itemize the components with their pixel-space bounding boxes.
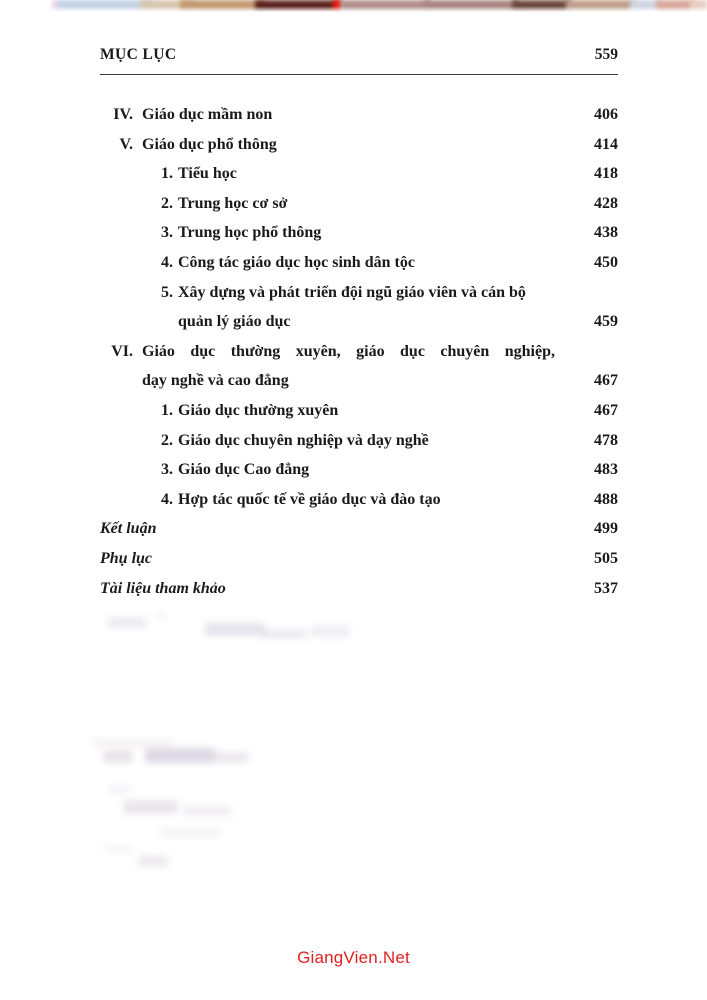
toc-number-separator: . xyxy=(169,431,173,449)
page-title: MỤC LỤC xyxy=(100,46,177,63)
toc-entry-page-number: 428 xyxy=(594,194,618,212)
toc-entry-label: Tài liệu tham khảo xyxy=(100,579,226,597)
toc-entry-page-number: 450 xyxy=(594,253,618,271)
toc-entry-subsection xyxy=(100,284,618,314)
toc-entry-page-number: 467 xyxy=(594,372,618,390)
toc-subsection-number: 2 xyxy=(161,194,169,212)
toc-subsection-number: 5 xyxy=(161,283,169,301)
toc-entry-subsection xyxy=(100,461,618,491)
toc-entry-section xyxy=(100,343,618,373)
page-header xyxy=(100,46,618,64)
toc-entry-continuation-line xyxy=(100,372,618,402)
toc-entry-page-number: 414 xyxy=(594,135,618,153)
toc-number-separator: . xyxy=(169,194,173,212)
watermark: GiangVien.Net xyxy=(297,948,410,967)
toc-entry-page-number: 537 xyxy=(594,579,618,597)
toc-entry-page-number: 499 xyxy=(594,520,618,538)
toc-entry-label-continued: dạy nghề và cao đẳng xyxy=(142,372,289,390)
toc-number-separator: . xyxy=(169,224,173,242)
toc-section-numeral: V. xyxy=(119,135,133,153)
toc-entry-label: Giáo dục Cao đẳng xyxy=(178,461,310,479)
toc-entry-subsection xyxy=(100,402,618,432)
toc-entry-subsection xyxy=(100,224,618,254)
toc-subsection-number: 4 xyxy=(161,253,169,271)
toc-entry-page-number: 488 xyxy=(594,490,618,508)
toc-entry-page-number: 483 xyxy=(594,461,618,479)
toc-entry-label: Tiểu học xyxy=(178,165,237,183)
toc-entry-page-number: 505 xyxy=(594,549,618,567)
toc-entry-page-number: 438 xyxy=(594,224,618,242)
toc-entry-page-number: 478 xyxy=(594,431,618,449)
toc-number-separator: . xyxy=(169,490,173,508)
toc-number-separator: . xyxy=(169,401,173,419)
toc-entry-label: Giáo dục chuyên nghiệp và dạy nghề xyxy=(178,431,429,449)
toc-entry-page-number: 406 xyxy=(594,106,618,123)
toc-entry-subsection xyxy=(100,491,618,521)
toc-entry-section xyxy=(100,136,618,166)
toc-entry-label: Giáo dục thường xuyên, giáo dục chuyên nghiệp, xyxy=(142,342,555,360)
header-page-number: 559 xyxy=(594,46,618,63)
table-of-contents xyxy=(100,106,618,609)
toc-entry-label: Xây dựng và phát triển đội ngũ giáo viên và cán bộ xyxy=(178,283,526,301)
toc-entry-page-number: 418 xyxy=(594,165,618,183)
toc-entry-continuation-line xyxy=(100,313,618,343)
toc-entry-subsection xyxy=(100,432,618,462)
toc-entry-label: Giáo dục mầm non xyxy=(142,106,273,123)
toc-entry-label: Hợp tác quốc tế về giáo dục và đào tạo xyxy=(178,490,441,508)
toc-entry-backmatter xyxy=(100,580,618,610)
header-divider xyxy=(100,74,618,75)
toc-subsection-number: 1 xyxy=(161,401,169,419)
toc-number-separator: . xyxy=(169,165,173,183)
toc-entry-section xyxy=(100,106,618,136)
toc-number-separator: . xyxy=(169,461,173,479)
toc-subsection-number: 4 xyxy=(161,490,169,508)
toc-entry-label: Giáo dục thường xuyên xyxy=(178,401,339,419)
toc-entry-page-number: 459 xyxy=(594,313,618,331)
toc-entry-subsection xyxy=(100,254,618,284)
toc-entry-label-continued: quản lý giáo dục xyxy=(178,313,291,331)
toc-entry-label: Phụ lục xyxy=(100,549,153,567)
toc-subsection-number: 3 xyxy=(161,461,169,479)
toc-entry-label: Giáo dục phổ thông xyxy=(142,135,277,153)
toc-entry-backmatter xyxy=(100,520,618,550)
toc-entry-label: Kết luận xyxy=(100,520,157,538)
toc-subsection-number: 1 xyxy=(161,165,169,183)
toc-number-separator: . xyxy=(169,253,173,271)
toc-section-numeral: IV. xyxy=(113,106,133,123)
toc-entry-subsection xyxy=(100,165,618,195)
toc-entry-backmatter xyxy=(100,550,618,580)
toc-section-numeral: VI. xyxy=(111,342,133,360)
toc-entry-subsection xyxy=(100,195,618,225)
toc-subsection-number: 3 xyxy=(161,224,169,242)
toc-entry-label: Trung học phổ thông xyxy=(178,224,322,242)
toc-entry-label: Công tác giáo dục học sinh dân tộc xyxy=(178,253,415,271)
toc-subsection-number: 2 xyxy=(161,431,169,449)
toc-entry-label: Trung học cơ sở xyxy=(178,194,288,212)
toc-number-separator: . xyxy=(169,283,173,301)
toc-entry-page-number: 467 xyxy=(594,401,618,419)
